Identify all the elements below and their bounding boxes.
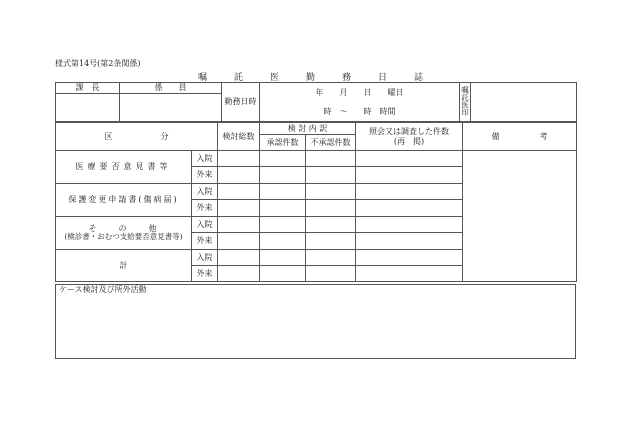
cell-not-approved[interactable] <box>306 250 356 266</box>
cell-not-approved[interactable] <box>306 151 356 167</box>
main-table <box>55 122 577 282</box>
inpatient-label: 入院 <box>192 250 218 266</box>
staff-label: 係 員 <box>120 83 222 94</box>
cell-approved[interactable] <box>260 250 306 266</box>
cell-not-approved[interactable] <box>306 200 356 217</box>
cell-inquiry[interactable] <box>356 266 463 282</box>
inpatient-label: 入院 <box>192 217 218 233</box>
cell-inquiry[interactable] <box>356 250 463 266</box>
cell-total[interactable] <box>218 217 260 233</box>
remarks-cell[interactable] <box>463 151 577 282</box>
breakdown-header: 検 討 内 訳 <box>260 123 356 135</box>
case-activity-field[interactable] <box>56 285 576 359</box>
cell-not-approved[interactable] <box>306 233 356 250</box>
doctor-seal-box[interactable] <box>471 83 577 122</box>
header-table <box>55 82 577 122</box>
outpatient-label: 外来 <box>192 266 218 282</box>
cell-inquiry[interactable] <box>356 200 463 217</box>
approved-header: 承認件数 <box>260 135 306 151</box>
cell-not-approved[interactable] <box>306 184 356 200</box>
outpatient-label: 外来 <box>192 200 218 217</box>
total-header: 検討総数 <box>218 123 260 151</box>
cell-approved[interactable] <box>260 184 306 200</box>
datetime-field[interactable] <box>260 83 460 122</box>
cell-total[interactable] <box>218 233 260 250</box>
cell-not-approved[interactable] <box>306 217 356 233</box>
category-header: 区 分 <box>56 123 218 151</box>
row-label-protection-change: 保護変更申請書(傷病届) <box>56 184 192 217</box>
cell-not-approved[interactable] <box>306 167 356 184</box>
cell-approved[interactable] <box>260 151 306 167</box>
cell-total[interactable] <box>218 151 260 167</box>
cell-inquiry[interactable] <box>356 167 463 184</box>
work-datetime-label: 勤務日時 <box>222 83 260 122</box>
cell-total[interactable] <box>218 167 260 184</box>
section-chief-label: 課 長 <box>56 83 120 94</box>
doctor-seal-label: 嘱託医印 <box>460 83 471 122</box>
remarks-header: 備 考 <box>463 123 577 151</box>
inpatient-label: 入院 <box>192 151 218 167</box>
cell-inquiry[interactable] <box>356 233 463 250</box>
cell-total[interactable] <box>218 184 260 200</box>
cell-inquiry[interactable] <box>356 217 463 233</box>
section-chief-stamp-box[interactable] <box>56 94 120 122</box>
outpatient-label: 外来 <box>192 167 218 184</box>
inpatient-label: 入院 <box>192 184 218 200</box>
inquiry-header: 照会又は調査した件数 (再 掲) <box>356 123 463 151</box>
cell-approved[interactable] <box>260 217 306 233</box>
cell-inquiry[interactable] <box>356 151 463 167</box>
case-activity-label: ケース検討及び所外活動 <box>59 285 147 294</box>
cell-approved[interactable] <box>260 266 306 282</box>
cell-approved[interactable] <box>260 167 306 184</box>
staff-stamp-box[interactable] <box>120 94 222 122</box>
cell-total[interactable] <box>218 200 260 217</box>
page-title: 嘱 託 医 勤 務 日 誌 <box>197 73 432 83</box>
cell-inquiry[interactable] <box>356 184 463 200</box>
outpatient-label: 外来 <box>192 233 218 250</box>
time-line: 時 ～ 時 時間 <box>323 106 396 116</box>
cell-total[interactable] <box>218 250 260 266</box>
row-label-other: そ の 他 (検診書・おむつ支給要否意見書等) <box>56 217 192 250</box>
row-label-medical-opinion: 医療要否意見書等 <box>56 151 192 184</box>
row-label-total: 計 <box>56 250 192 282</box>
cell-approved[interactable] <box>260 233 306 250</box>
cell-approved[interactable] <box>260 200 306 217</box>
date-line: 年 月 日 曜日 <box>315 88 404 98</box>
form-number: 様式第14号(第2条関係) <box>55 59 141 68</box>
cell-total[interactable] <box>218 266 260 282</box>
case-activity-table <box>55 284 576 359</box>
not-approved-header: 不承認件数 <box>306 135 356 151</box>
cell-not-approved[interactable] <box>306 266 356 282</box>
